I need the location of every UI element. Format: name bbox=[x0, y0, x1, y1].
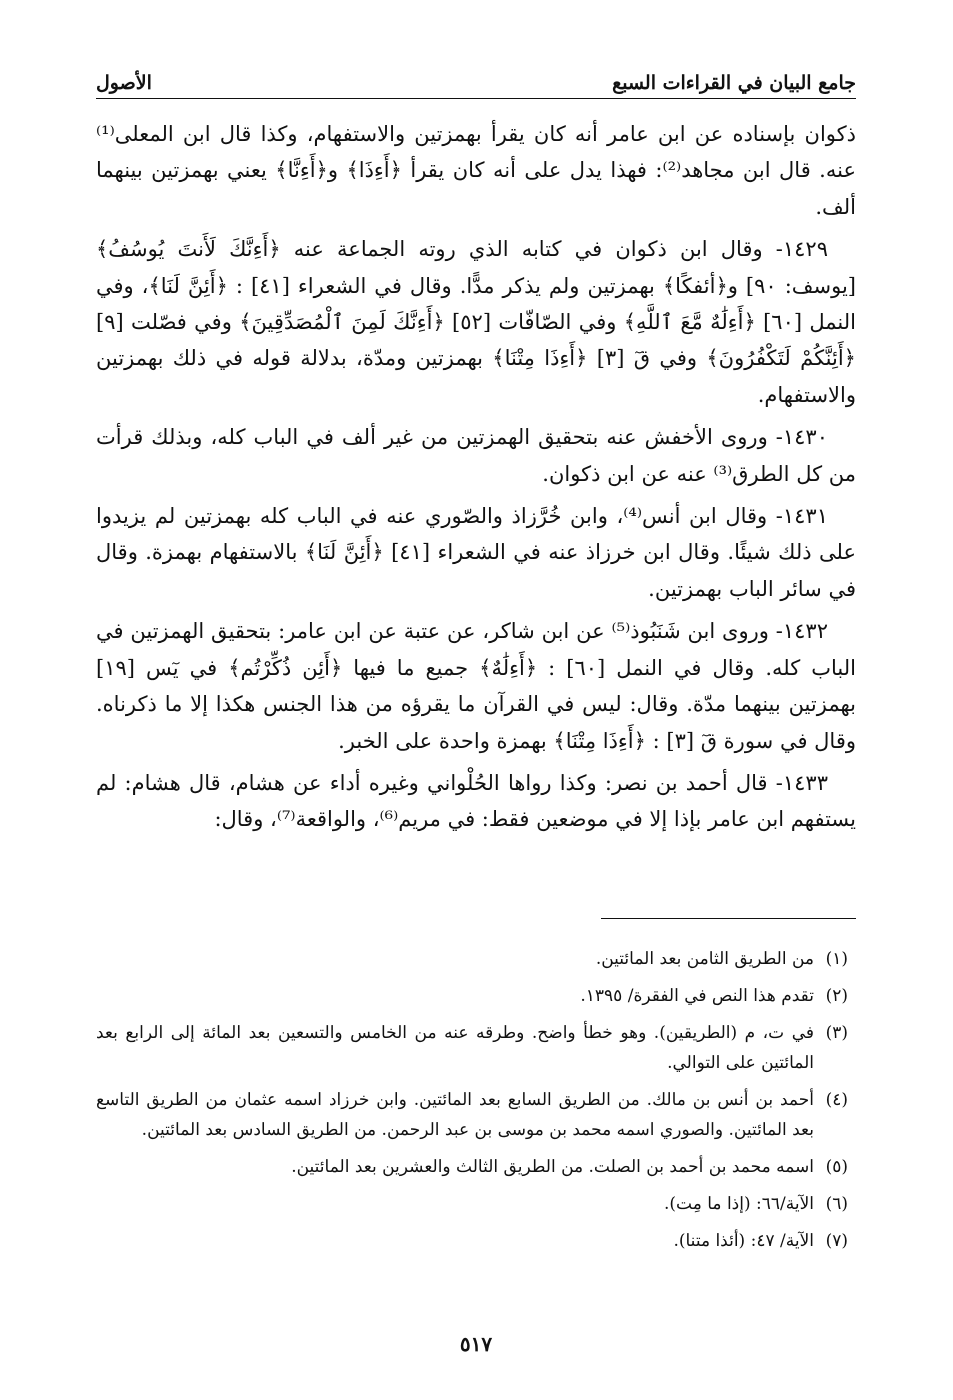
footnote-number: (٥) bbox=[825, 1157, 848, 1177]
footnote-text: الآية/٦٦: (إذا ما مِت). bbox=[664, 1194, 814, 1214]
footnote-text: اسمه محمد بن أحمد بن الصلت. من الطريق الثالث والعشرين بعد المائتين. bbox=[291, 1157, 814, 1177]
paragraph-continued: ذكوان بإسناده عن ابن عامر أنه كان يقرأ بهمزتين والاستفهام، وكذا قال ابن المعلى⁽¹⁾ عنه. قال ابن مجاهد⁽²⁾: فهذا يدل على أنه كان يقرأ ﴿أَءِذَا﴾ و﴿أَءِنَّا﴾ يعني بهمزتين بينهما ألف. bbox=[96, 122, 856, 219]
footnote-item bbox=[96, 1018, 856, 1078]
paragraph-1432: ١٤٣٢- وروى ابن شَنَبُوذ⁽⁵⁾ عن ابن شاكر، عن عتبة عن ابن عامر: بتحقيق الهمزتين في الباب كله. وقال في النمل [٦٠] : ﴿أَءِلَٰهٌ﴾ جميع ما فيها ﴿أَئِن ذُكِّرْتُم﴾ في يٓس [١٩] بهمزتين بينهما مدّة. وقال: ليس في القرآن ما يقرؤه من هذا الجنس هكذا إلا ما ذكرناه. وقال في سورة قٓ [٣] : ﴿أَءِذَا مِتْنَا﴾ بهمزة واحدة على الخبر. bbox=[96, 619, 857, 753]
footnote-item bbox=[96, 981, 856, 1011]
footnote-text: في ت، م (الطريقين). وهو خطأ واضح. وطرقه عنه من الخامس والتسعين بعد المائة إلى الرابع بعد المائتين على التوالي. bbox=[96, 1023, 814, 1073]
paragraph-1429: ١٤٢٩- وقال ابن ذكوان في كتابه الذي روته الجماعة عنه ﴿أَءِنَّكَ لَأَنتَ يُوسُفُ﴾ [يوسف: ٩٠] و﴿أئفكًا﴾ بهمزتين ولم يذكر مدًّا. وقال في الشعراء [٤١] : ﴿أَئِنَّ لَنَا﴾، وفي النمل [٦٠] ﴿أَءِلَٰهٌ مَّعَ ٱللَّهِ﴾ وفي الصّافّات [٥٢] ﴿أَءِنَّكَ لَمِنَ ٱلْمُصَدِّقِينَ﴾ وفي فصّلت [٩] ﴿أَئِنَّكُمْ لَتَكْفُرُونَ﴾ وفي قٓ [٣] ﴿أَءِذَا مِتْنَا﴾ بهمزتين ومدّة، بدلالة قوله في ذلك بهمزتين والاستفهام. bbox=[96, 237, 857, 407]
paragraph-1433: ١٤٣٣- قال أحمد بن نصر: وكذا رواها الحُلْواني وغيره أداء عن هشام، قال هشام: لم يستفهم ابن عامر بإذا إلا في موضعين فقط: في مريم⁽⁶⁾، والواقعة⁽⁷⁾، وقال: bbox=[96, 770, 856, 832]
book-title: جامع البيان في القراءات السبع bbox=[612, 72, 856, 94]
footnote-item bbox=[96, 944, 856, 974]
footnote-number: (٧) bbox=[825, 1231, 848, 1251]
running-header bbox=[96, 60, 856, 99]
main-text bbox=[96, 116, 856, 844]
page-number: ٥١٧ bbox=[459, 1332, 493, 1356]
footnote-number: (٣) bbox=[825, 1023, 848, 1043]
footnote-text: الآية/ ٤٧: (أئذا متنا). bbox=[673, 1231, 814, 1251]
footnote-text: من الطريق الثامن بعد المائتين. bbox=[595, 949, 814, 969]
footnote-item bbox=[96, 1226, 856, 1256]
footnote-divider bbox=[601, 918, 856, 919]
footnote-number: (٢) bbox=[825, 986, 848, 1006]
footnotes bbox=[96, 944, 856, 1263]
page bbox=[96, 60, 856, 1380]
footnote-number: (٤) bbox=[825, 1090, 848, 1110]
footnote-item bbox=[96, 1085, 856, 1145]
paragraph-1431: ١٤٣١- وقال ابن أنس⁽⁴⁾، وابن خُرَّزاذ والصّوري عنه في الباب كله بهمزتين لم يزيدوا على ذلك شيئًا. وقال ابن خرزاذ عنه في الشعراء [٤١] ﴿أَئِنَّ لَنَا﴾ بالاستفهام بهمزة. وقال في سائر الباب بهمزتين. bbox=[96, 504, 856, 601]
footnote-number: (١) bbox=[825, 949, 848, 969]
footnote-item bbox=[96, 1152, 856, 1182]
footnote-item bbox=[96, 1189, 856, 1219]
section-title: الأصول bbox=[96, 72, 152, 94]
paragraph-1430: ١٤٣٠- وروى الأخفش عنه بتحقيق الهمزتين من غير ألف في الباب كله، وبذلك قرأت من كل الطرق⁽³⁾ عنه عن ابن ذكوان. bbox=[96, 425, 856, 486]
footnote-text: تقدم هذا النص في الفقرة/ ١٣٩٥. bbox=[580, 986, 814, 1006]
footnote-number: (٦) bbox=[825, 1194, 848, 1214]
footnote-text: أحمد بن أنس بن مالك. من الطريق السابع بعد المائتين. وابن خرزاد اسمه عثمان من الطريق التاسع بعد المائتين. والصوري اسمه محمد بن موسى بن عبد الرحمن. من الطريق السادس بعد المائتين. bbox=[96, 1090, 814, 1140]
